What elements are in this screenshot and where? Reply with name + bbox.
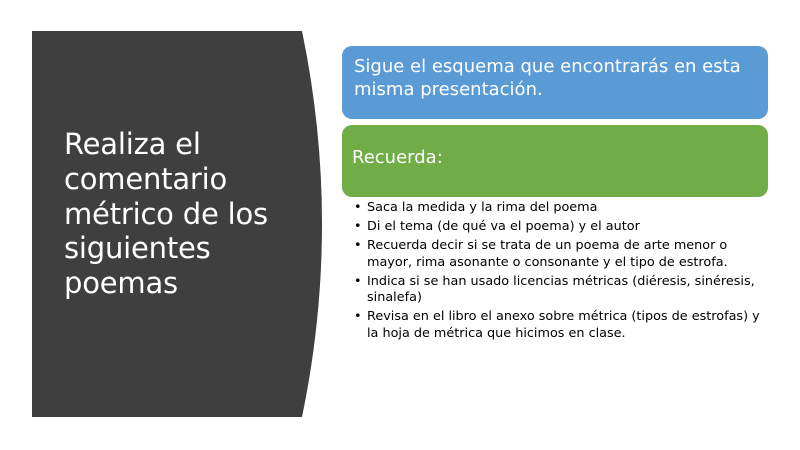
list-item bbox=[350, 309, 770, 343]
bullet-icon: • bbox=[354, 309, 362, 325]
list-item bbox=[350, 238, 770, 272]
bullet-icon: • bbox=[354, 200, 362, 215]
list-item bbox=[350, 200, 770, 217]
reminder-box: Recuerda: bbox=[342, 125, 768, 197]
slide-title: Realiza el comentario métrico de los siguientes poemas bbox=[64, 127, 268, 301]
title-panel bbox=[32, 31, 336, 417]
list-item-text: Di el tema (de qué va el poema) y el autor bbox=[367, 218, 640, 234]
bullet-icon: • bbox=[354, 237, 362, 253]
list-item-text: Indica si se han usado licencias métricas (diéresis, sinéresis, sinalefa) bbox=[367, 273, 755, 306]
bullet-icon: • bbox=[354, 218, 362, 234]
bullet-icon: • bbox=[354, 273, 362, 289]
instruction-box: Sigue el esquema que encontrarás en esta misma presentación. bbox=[342, 46, 768, 119]
list-item-text: Recuerda decir si se trata de un poema de arte menor o mayor, rima asonante o consonante y el tipo de estrofa. bbox=[367, 237, 728, 270]
list-item-text: Saca la medida y la rima del poema bbox=[367, 200, 598, 215]
reminder-list bbox=[350, 200, 770, 345]
list-item bbox=[350, 219, 770, 236]
list-item-text: Revisa en el libro el anexo sobre métrica (tipos de estrofas) y la hoja de métrica que hicimos en clase. bbox=[367, 309, 760, 342]
list-item bbox=[350, 274, 770, 308]
